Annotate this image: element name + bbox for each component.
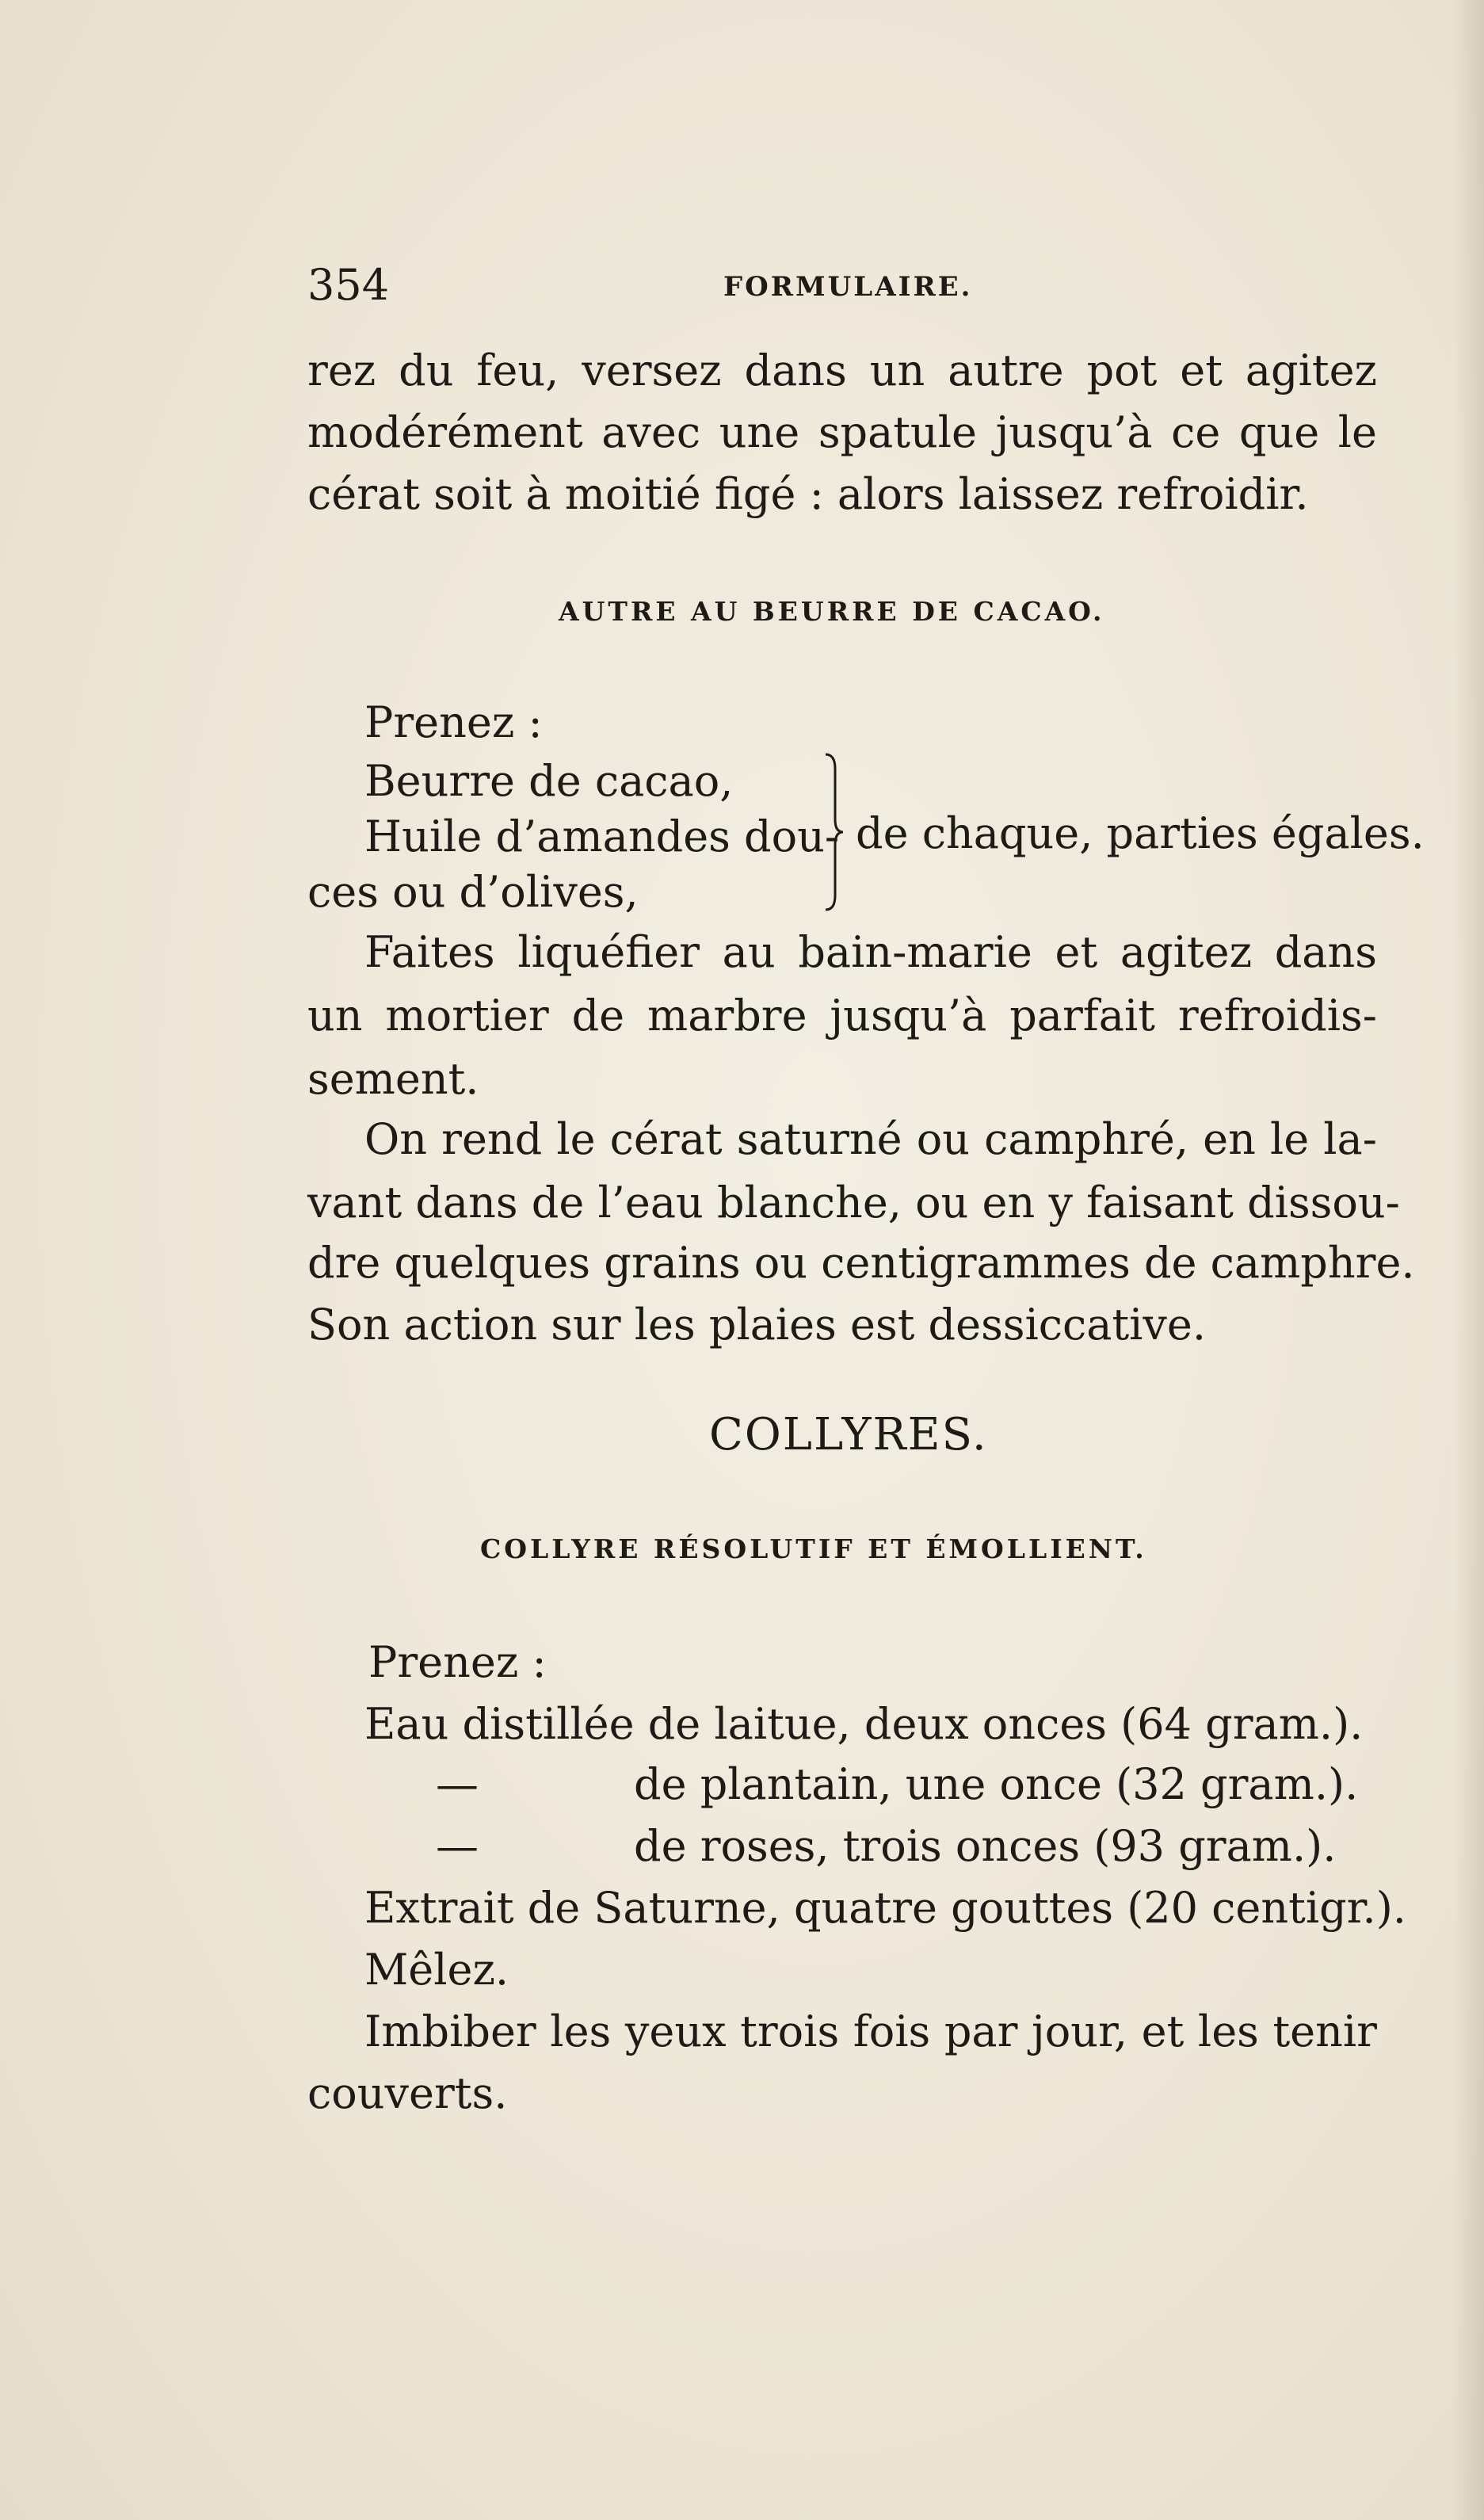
ingredient-huile-cont: ces ou d’olives, [307, 867, 639, 917]
ingredient-beurre: Beurre de cacao, [364, 756, 734, 806]
running-title: FORMULAIRE. [723, 271, 973, 303]
collyre-instruction-line-1: Imbiber les yeux trois fois par jour, et les tenir [364, 2006, 1377, 2056]
cacao-p1-line-1: Faites liquéfier au bain-marie et agitez dans [364, 927, 1377, 977]
subheading-collyre: COLLYRE RÉSOLUTIF ET ÉMOLLIENT. [480, 1533, 1147, 1564]
ingredient-huile: Huile d’amandes dou- [364, 811, 840, 861]
page-edge-shadow [1452, 0, 1484, 2520]
section-title-collyres: COLLYRES. [709, 1409, 988, 1460]
ditto-dash-2: — [436, 1821, 479, 1871]
brace-quantity: de chaque, parties égales. [856, 808, 1425, 858]
collyre-item-3: de roses, trois onces (93 gram.). [634, 1821, 1337, 1871]
cacao-p2-line-4: Son action sur les plaies est dessiccative. [307, 1300, 1207, 1350]
page-header [307, 260, 1369, 310]
intro-line-2: modérément avec une spatule jusqu’à ce que le [307, 407, 1377, 457]
cacao-p2-line-2: vant dans de l’eau blanche, ou en y faisant dissou- [307, 1178, 1400, 1228]
ditto-dash-1: — [436, 1759, 479, 1809]
subheading-cacao: AUTRE AU BEURRE DE CACAO. [559, 596, 1105, 627]
collyre-item-1: Eau distillée de laitue, deux onces (64 gram.). [364, 1699, 1364, 1749]
prenez-label: Prenez : [364, 697, 543, 747]
page-number: 354 [307, 260, 390, 310]
collyre-prenez-label: Prenez : [368, 1637, 547, 1687]
collyre-item-4: Extrait de Saturne, quatre gouttes (20 centigr.). [364, 1883, 1406, 1933]
cacao-p2-line-1: On rend le cérat saturné ou camphré, en le la- [364, 1114, 1377, 1164]
cacao-p2-line-3: dre quelques grains ou centigrammes de camphre. [307, 1238, 1415, 1288]
collyre-item-2: de plantain, une once (32 gram.). [634, 1759, 1359, 1809]
melez-label: Mêlez. [364, 1945, 509, 1995]
curly-brace [824, 753, 845, 911]
intro-line-3: cérat soit à moitié figé : alors laissez refroidir. [307, 469, 1309, 519]
intro-line-1: rez du feu, versez dans un autre pot et agitez [307, 346, 1377, 395]
cacao-p1-line-2: un mortier de marbre jusqu’à parfait refroidis- [307, 991, 1377, 1040]
cacao-p1-line-3: sement. [307, 1054, 479, 1104]
collyre-instruction-line-2: couverts. [307, 2068, 508, 2118]
